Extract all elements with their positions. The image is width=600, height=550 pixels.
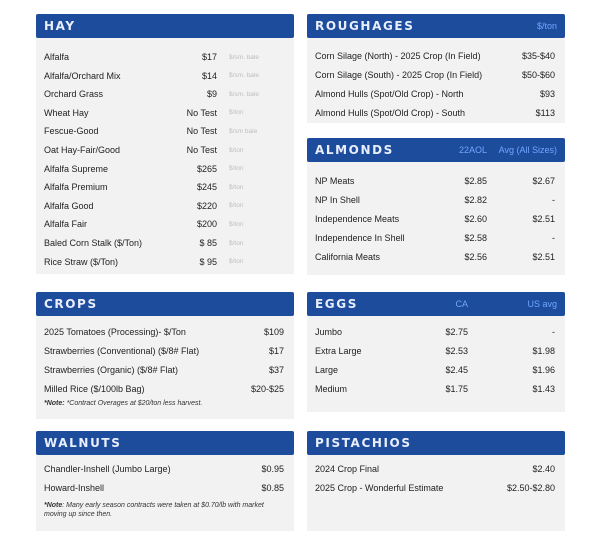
item-price: $93 — [539, 89, 555, 99]
item-name: Strawberries (Organic) ($/8# Flat) — [44, 365, 179, 375]
item-unit: $/ton — [229, 109, 244, 117]
item-name: Independence Meats — [315, 214, 400, 224]
pistachios-header — [307, 431, 565, 455]
crops-row — [36, 361, 294, 379]
item-name: Almond Hulls (Spot/Old Crop) - North — [315, 89, 464, 99]
item-name: Independence In Shell — [315, 233, 405, 243]
item-price: $ 95 — [199, 256, 217, 267]
item-name: Corn Silage (South) - 2025 Crop (In Field) — [315, 70, 483, 80]
value-col2: - — [552, 195, 555, 205]
item-name: NP In Shell — [315, 195, 360, 205]
item-price: $17 — [268, 346, 284, 356]
walnuts-note-label: *Note — [44, 502, 63, 509]
value-col2: $2.67 — [532, 176, 555, 186]
item-name: Almond Hulls (Spot/Old Crop) - South — [315, 108, 466, 118]
crops-row — [36, 342, 294, 360]
item-price: $265 — [196, 163, 217, 174]
item-price: $113 — [535, 108, 555, 118]
walnuts-row — [36, 460, 294, 478]
item-unit: $/sm. bale — [229, 53, 259, 61]
walnuts-note — [44, 501, 286, 519]
item-price: $2.50-$2.80 — [506, 483, 555, 493]
roughages-row — [307, 85, 565, 103]
eggs-col2-label: US avg — [527, 299, 557, 309]
item-price: No Test — [186, 126, 217, 137]
item-unit: $/sm bale — [229, 127, 258, 135]
item-name: Chandler-Inshell (Jumbo Large) — [44, 464, 171, 474]
item-unit: $/ton — [229, 183, 244, 191]
hay-row — [36, 104, 294, 122]
item-price: $0.95 — [261, 464, 284, 474]
crops-row — [36, 380, 294, 398]
almonds-title: ALMONDS — [315, 143, 394, 157]
hay-row — [36, 253, 294, 271]
item-name: Large — [315, 365, 339, 375]
eggs-row — [307, 323, 565, 341]
hay-row — [36, 197, 294, 215]
item-price: No Test — [186, 107, 217, 118]
pistachios-title: PISTACHIOS — [315, 436, 412, 450]
eggs-row — [307, 361, 565, 379]
item-name: Alfalfa Fair — [44, 219, 88, 230]
value-col2: - — [552, 327, 555, 337]
value-col2: $2.51 — [532, 252, 555, 262]
pistachios-row — [307, 479, 565, 497]
item-name: Corn Silage (North) - 2025 Crop (In Field) — [315, 51, 481, 61]
value-col2: $1.96 — [532, 365, 555, 375]
almonds-row — [307, 229, 565, 247]
value-col2: $2.51 — [532, 214, 555, 224]
item-price: $37 — [268, 365, 284, 375]
item-name: Jumbo — [315, 327, 343, 337]
item-name: Alfalfa Premium — [44, 182, 108, 193]
hay-row — [36, 215, 294, 233]
hay-row — [36, 141, 294, 159]
value-col1: $2.60 — [464, 214, 487, 224]
almonds-header — [307, 138, 565, 162]
item-price: $35-$40 — [521, 51, 555, 61]
crops-note — [44, 399, 286, 408]
almonds-col1-label: 22AOL — [458, 145, 487, 155]
hay-row — [36, 48, 294, 66]
item-name: Milled Rice ($/100lb Bag) — [44, 384, 145, 394]
item-price: $9 — [206, 89, 217, 100]
item-price: $2.40 — [532, 464, 555, 474]
pistachios-panel — [307, 431, 565, 531]
item-unit: $/ton — [229, 258, 244, 266]
hay-row — [36, 85, 294, 103]
hay-row — [36, 178, 294, 196]
item-name: California Meats — [315, 252, 381, 262]
almonds-row — [307, 210, 565, 228]
item-name: 2025 Tomatoes (Processing)- $/Ton — [44, 327, 186, 337]
item-price: $245 — [196, 182, 217, 193]
item-price: $220 — [196, 200, 217, 211]
roughages-header — [307, 14, 565, 38]
item-unit: $/ton — [229, 220, 244, 228]
walnuts-title: WALNUTS — [44, 436, 122, 450]
value-col1: $1.75 — [445, 384, 468, 394]
value-col1: $2.53 — [445, 346, 468, 356]
value-col1: $2.82 — [464, 195, 487, 205]
item-unit: $/sm. bale — [229, 72, 259, 80]
item-name: Alfalfa/Orchard Mix — [44, 70, 121, 81]
item-name: NP Meats — [315, 176, 355, 186]
almonds-row — [307, 248, 565, 266]
value-col2: - — [552, 233, 555, 243]
item-name: Fescue-Good — [44, 126, 99, 137]
value-col1: $2.45 — [445, 365, 468, 375]
eggs-header — [307, 292, 565, 316]
crops-note-label: *Note: — [44, 400, 65, 407]
item-name: 2025 Crop - Wonderful Estimate — [315, 483, 444, 493]
walnuts-panel — [36, 431, 294, 531]
value-col1: $2.58 — [464, 233, 487, 243]
item-name: Strawberries (Conventional) ($/8# Flat) — [44, 346, 200, 356]
item-price: $ 85 — [199, 238, 217, 248]
roughages-row — [307, 66, 565, 84]
walnuts-note-text: : Many early season contracts were taken at $0.70/lb with market moving up since then. — [44, 502, 264, 518]
item-name: Oat Hay-Fair/Good — [44, 145, 121, 155]
item-name: Alfalfa Good — [44, 200, 94, 211]
item-price: $109 — [263, 327, 284, 337]
eggs-col1-label: CA — [455, 299, 468, 309]
crops-header — [36, 292, 294, 316]
item-unit: $/ton — [229, 239, 244, 247]
roughages-panel — [307, 14, 565, 123]
item-unit: $/ton — [229, 165, 244, 173]
roughages-row — [307, 47, 565, 65]
item-price: $0.85 — [261, 483, 284, 493]
eggs-row — [307, 380, 565, 398]
item-unit: $/sm. bale — [229, 90, 259, 98]
pistachios-row — [307, 460, 565, 478]
eggs-panel — [307, 292, 565, 412]
item-price: $17 — [201, 52, 217, 62]
value-col2: $1.43 — [532, 384, 555, 394]
crops-note-text: *Contract Overages at $20/ton less harvest. — [64, 400, 203, 407]
item-unit: $/ton — [229, 146, 244, 154]
item-price: $14 — [201, 70, 217, 81]
item-name: Rice Straw ($/Ton) — [44, 256, 119, 267]
eggs-row — [307, 342, 565, 360]
item-price: $200 — [196, 219, 217, 230]
value-col2: $1.98 — [532, 346, 555, 356]
item-name: Alfalfa — [44, 52, 70, 62]
roughages-row — [307, 104, 565, 122]
item-price: $50-$60 — [521, 70, 555, 80]
almonds-row — [307, 172, 565, 190]
crops-row — [36, 323, 294, 341]
crops-panel — [36, 292, 294, 419]
item-name: Extra Large — [315, 346, 362, 356]
value-col1: $2.75 — [445, 327, 468, 337]
hay-row — [36, 160, 294, 178]
roughages-title: ROUGHAGES — [315, 19, 415, 33]
hay-row — [36, 67, 294, 85]
almonds-col2-label: Avg (All Sizes) — [498, 145, 557, 155]
hay-panel — [36, 14, 294, 274]
eggs-title: EGGS — [315, 297, 358, 311]
item-name: Orchard Grass — [44, 89, 104, 100]
item-price: No Test — [186, 145, 217, 155]
value-col1: $2.56 — [464, 252, 487, 262]
hay-title: HAY — [44, 19, 76, 33]
almonds-panel — [307, 138, 565, 275]
item-name: Baled Corn Stalk ($/Ton) — [44, 238, 143, 248]
roughages-unit-label: $/ton — [536, 21, 557, 31]
almonds-row — [307, 191, 565, 209]
item-name: Wheat Hay — [44, 107, 89, 118]
hay-row — [36, 234, 294, 252]
value-col1: $2.85 — [464, 176, 487, 186]
walnuts-row — [36, 479, 294, 497]
hay-header — [36, 14, 294, 38]
item-name: Alfalfa Supreme — [44, 163, 109, 174]
item-name: 2024 Crop Final — [315, 464, 380, 474]
item-unit: $/ton — [229, 202, 244, 210]
hay-row — [36, 122, 294, 140]
item-name: Medium — [315, 384, 348, 394]
crops-title: CROPS — [44, 297, 98, 311]
item-price: $20-$25 — [250, 384, 284, 394]
walnuts-header — [36, 431, 294, 455]
item-name: Howard-Inshell — [44, 483, 105, 493]
